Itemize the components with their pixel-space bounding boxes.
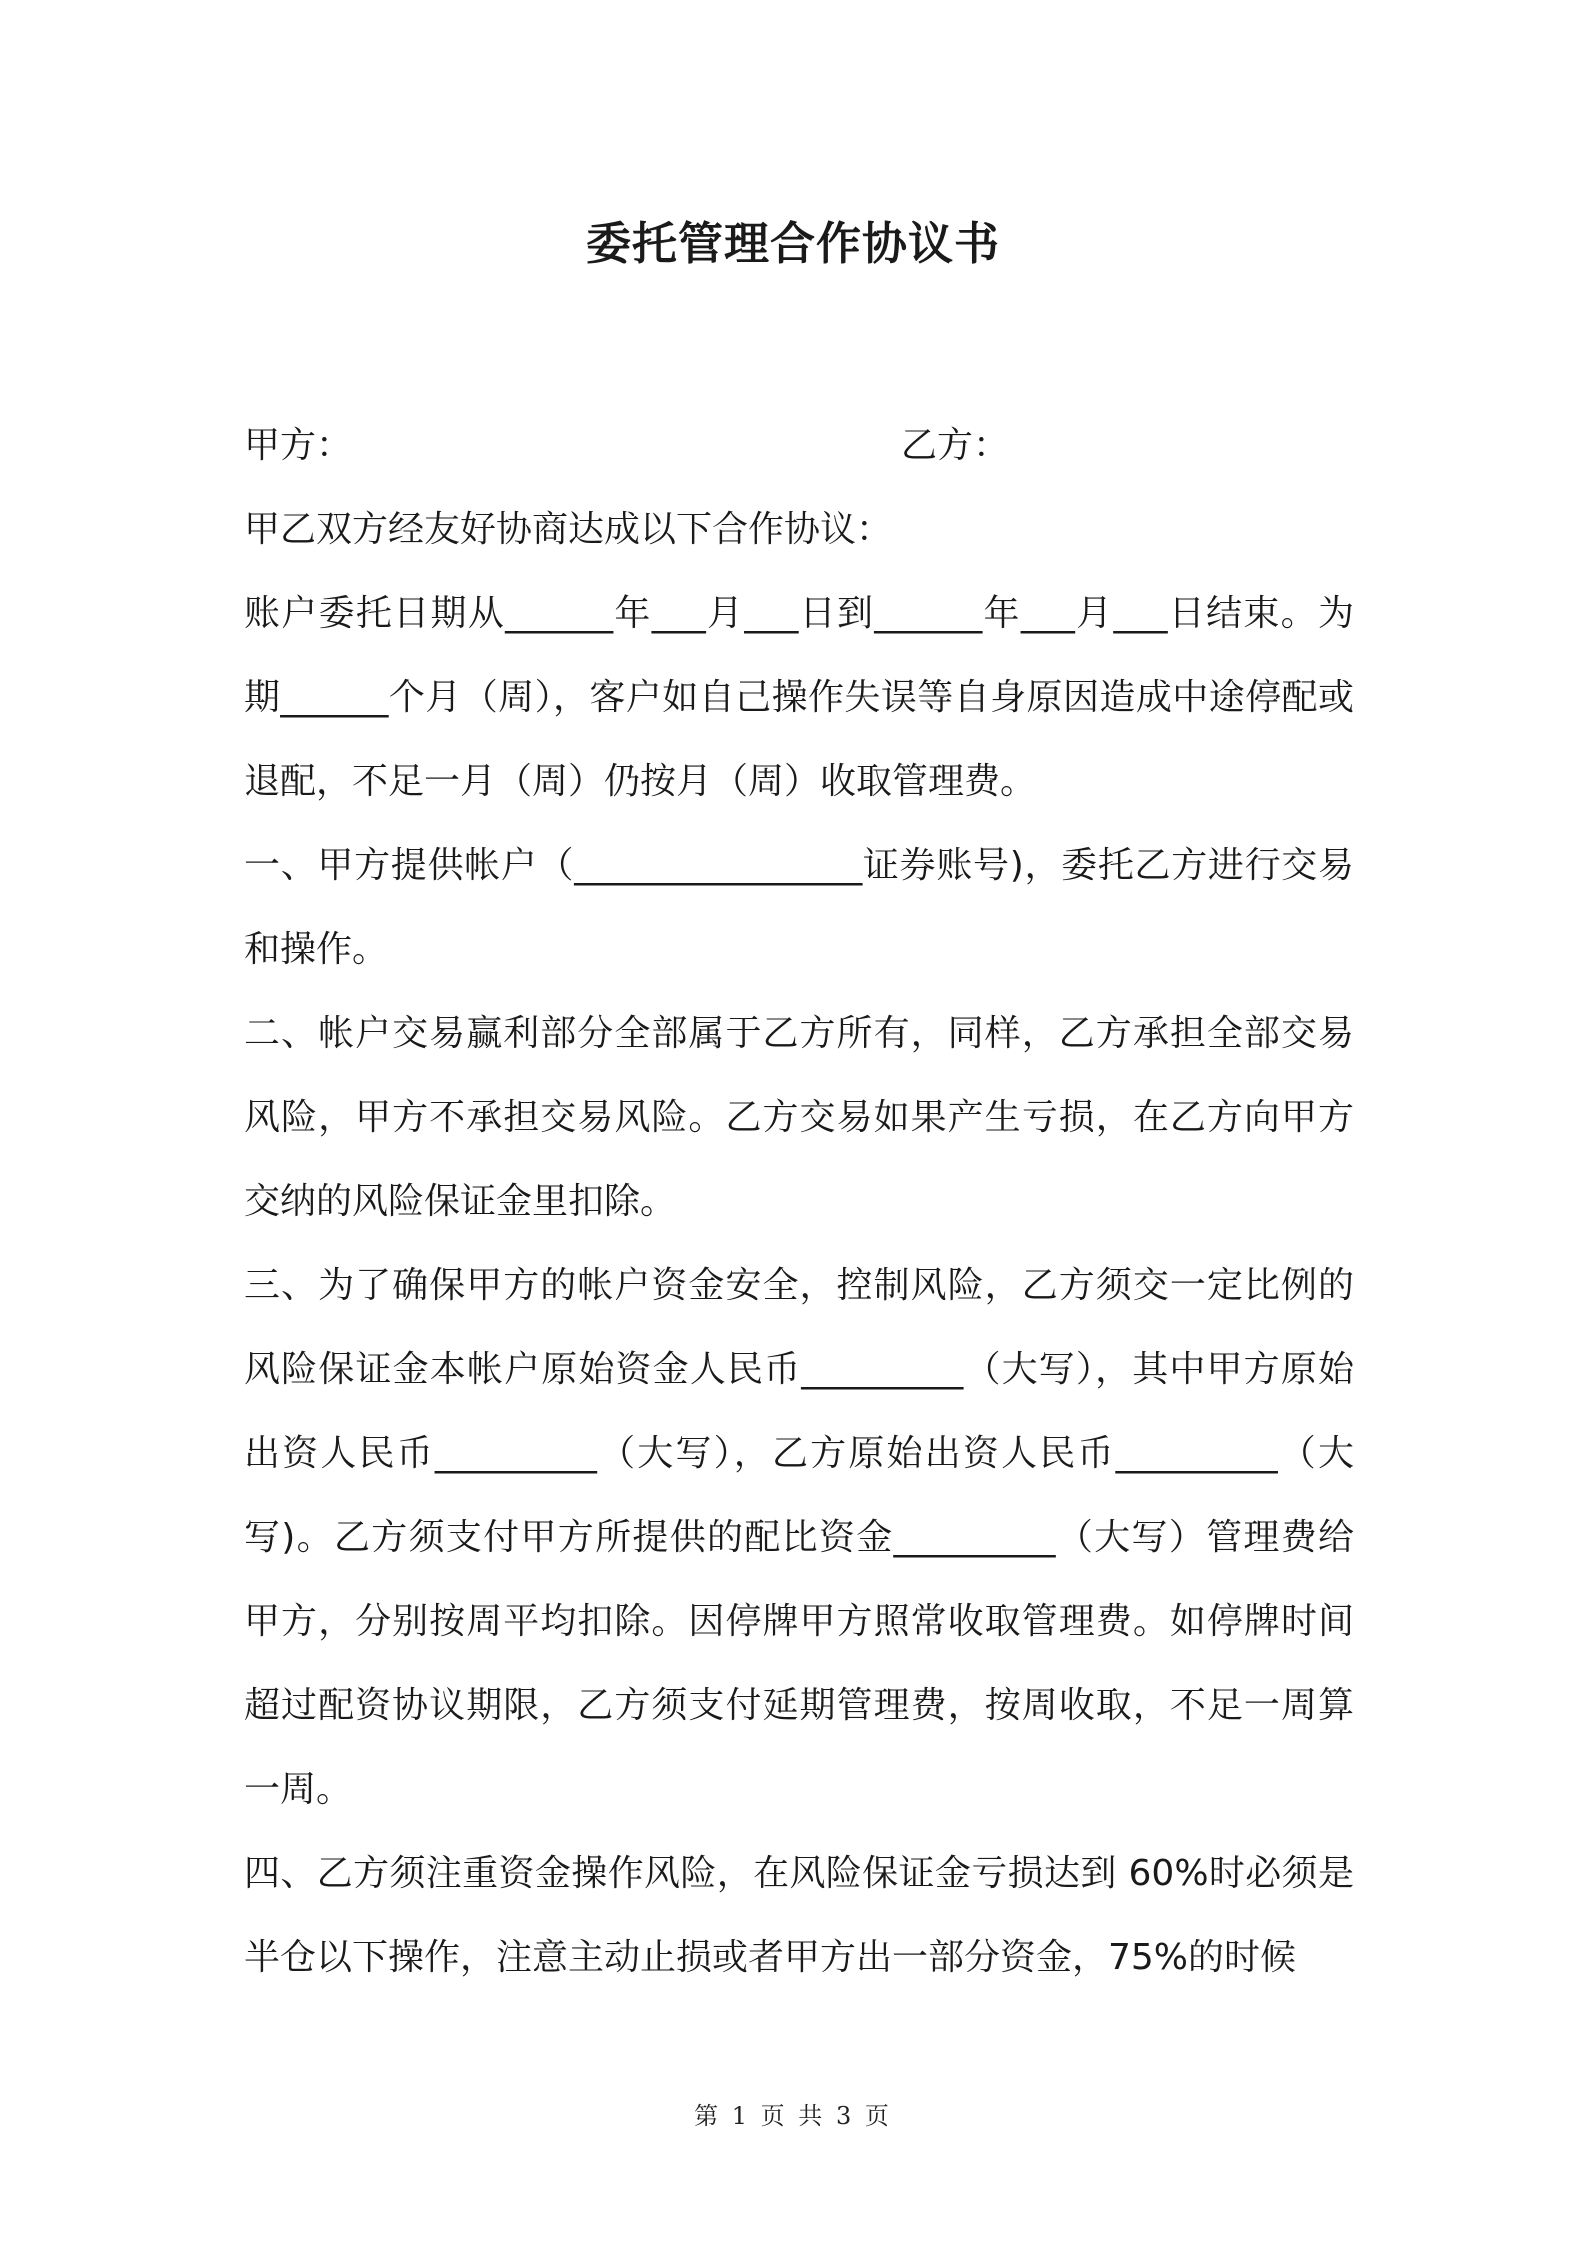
intro-paragraph: 甲乙双方经友好协商达成以下合作协议： [244, 509, 893, 550]
party-a-label: 甲方： [244, 425, 353, 466]
document-title: 委托管理合作协议书 [585, 217, 1000, 270]
document-body [244, 404, 1354, 2000]
page-number: 第 1 页 共 3 页 [694, 2102, 892, 2130]
clause-4: 四、乙方须注重资金操作风险，在风险保证金亏损达到 60%时必须是半仓以下操作，注意主动止损或者甲方出一部分资金，75%的时候 [244, 1853, 1354, 1978]
clause-1: 一、甲方提供帐户（________________证券账号)，委托乙方进行交易和操作。 [244, 845, 1354, 970]
term-paragraph: 账户委托日期从______年___月___日到______年___月___日结束。为期______个月（周），客户如自己操作失误等自身原因造成中途停配或退配，不足一月（周）仍按月（周）收取管理费。 [244, 593, 1354, 802]
parties-line [244, 404, 1354, 488]
party-b-label: 乙方： [901, 425, 1010, 466]
clause-3: 三、为了确保甲方的帐户资金安全，控制风险，乙方须交一定比例的风险保证金本帐户原始资金人民币_________（大写），其中甲方原始出资人民币_________（大写），乙方原始出资人民币_________（大写)。乙方须支付甲方所提供的配比资金_________（大写）管理费给甲方，分别按周平均扣除。因停牌甲方照常收取管理费。如停牌时间超过配资协议期限，乙方须支付延期管理费，按周收取，不足一周算一周。 [244, 1265, 1354, 1810]
clause-2: 二、帐户交易赢利部分全部属于乙方所有，同样，乙方承担全部交易风险，甲方不承担交易风险。乙方交易如果产生亏损，在乙方向甲方交纳的风险保证金里扣除。 [244, 1013, 1354, 1222]
